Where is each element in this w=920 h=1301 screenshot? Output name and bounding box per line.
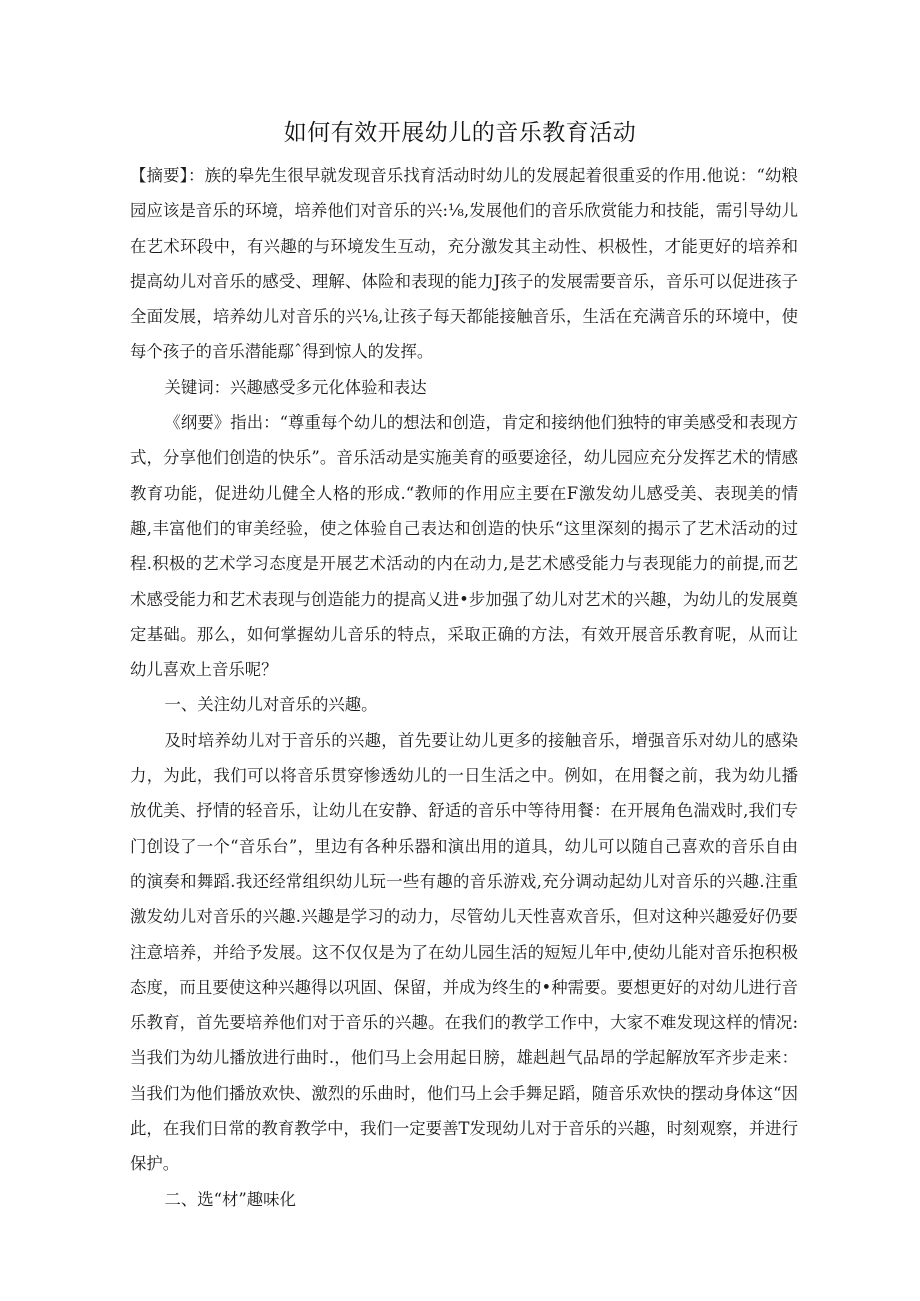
section-2-heading: 二、选“材”趣味化 bbox=[164, 1189, 296, 1209]
document-body bbox=[130, 158, 798, 1217]
document-title: 如何有效开展幼儿的音乐教育活动 bbox=[283, 120, 637, 146]
keywords-line: 关键词：兴趣感受多元化体验和表达 bbox=[164, 377, 427, 397]
section-1-heading: 一、关注幼儿对音乐的兴趣。 bbox=[164, 695, 378, 715]
section-1-paragraph: 及时培养幼儿对于音乐的兴趣，首先要让幼儿更多的接触音乐，增强音乐对幼儿的感染力，为此，我们可以将音乐贯穿惨透幼儿的一日生活之中。例如，在用餐之前，我为幼儿播放优美、抒情的轻音乐，让幼儿在安静、舒适的音乐中等待用餐：在开展角色湍戏时,我们专门创设了一个“音乐台”，里边有各种乐器和演出用的道具，幼儿可以随自己喜欢的音乐自由的演奏和舞蹈.我还经常组织幼儿玩一些有趣的音乐游戏,充分调动起幼儿对音乐的兴趣.注重激发幼儿对音乐的兴趣.兴趣是学习的动力，尽管幼儿天性喜欢音乐，但对这种兴趣爱好仍要注意培养，并给予发展。这不仅仅是为了在幼儿园生活的短短儿年中,使幼儿能对音乐抱积极态度，而且要使这种兴趣得以巩固、保留，并成为终生的•种需要。要想更好的对幼儿进行音乐教育，首先要培养他们对于音乐的兴趣。在我们的教学工作中，大家不难发现这样的情况:当我们为幼儿播放进行曲时.，他们马上会用起日膀，雄赳赳气品昂的学起解放军齐步走来：当我们为他们播放欢快、激烈的乐曲时，他们马上会手舞足蹈，随音乐欢快的摆动身体这“因此，在我们日常的教育教学中，我们一定要善T发现幼儿对于音乐的兴趣，时刻观察，并进行保护。 bbox=[130, 730, 798, 1174]
intro-paragraph: 《纲要》指出：“尊重每个幼儿的想法和创造，肯定和接纳他们独特的审美感受和表现方式，分享他们创造的快乐”。音乐活动是实施美育的亟要途径，幼儿园应充分发挥艺术的情感教育功能，促进幼儿健全人格的形成.“教师的作用应主要在F激发幼儿感受美、表现美的情趣,丰富他们的审美经验，使之体验自己表达和创造的快乐“这里深刻的揭示了艺术活动的过程.积极的艺术学习态度是开展艺术活动的内在动力,是艺术感受能力与表现能力的前提,而艺术感受能力和艺术表现与创造能力的提高乂进•步加强了幼儿对艺术的兴趣，为幼儿的发展奠定基础。那么，如何掌握幼儿音乐的特点，采取正确的方法，有效开展音乐教育呢，从而让幼儿喜欢上音乐呢？ bbox=[130, 413, 798, 680]
abstract-paragraph: 【摘要】：族的皋先生很早就发现音乐找育活动时幼儿的发展起着很重妥的作用.他说：“幼粮园应该是音乐的环境，培养他们对音乐的兴:⅛,发展他们的音乐欣赏能力和技能，需引导幼儿在艺术环段中，有兴趣的与环境发生互动，充分激发其主动性、枳极性，才能更好的培养和提高幼儿对音乐的感受、理解、体险和表现的能力J孩子的发展需要音乐，音乐可以促进孩子全面发展，培养幼儿对音乐的兴⅛,让孩子每天都能接触音乐，生活在充满音乐的环境中，使每个孩子的音乐潜能鄢ˆ得到惊人的发挥。 bbox=[130, 166, 798, 362]
